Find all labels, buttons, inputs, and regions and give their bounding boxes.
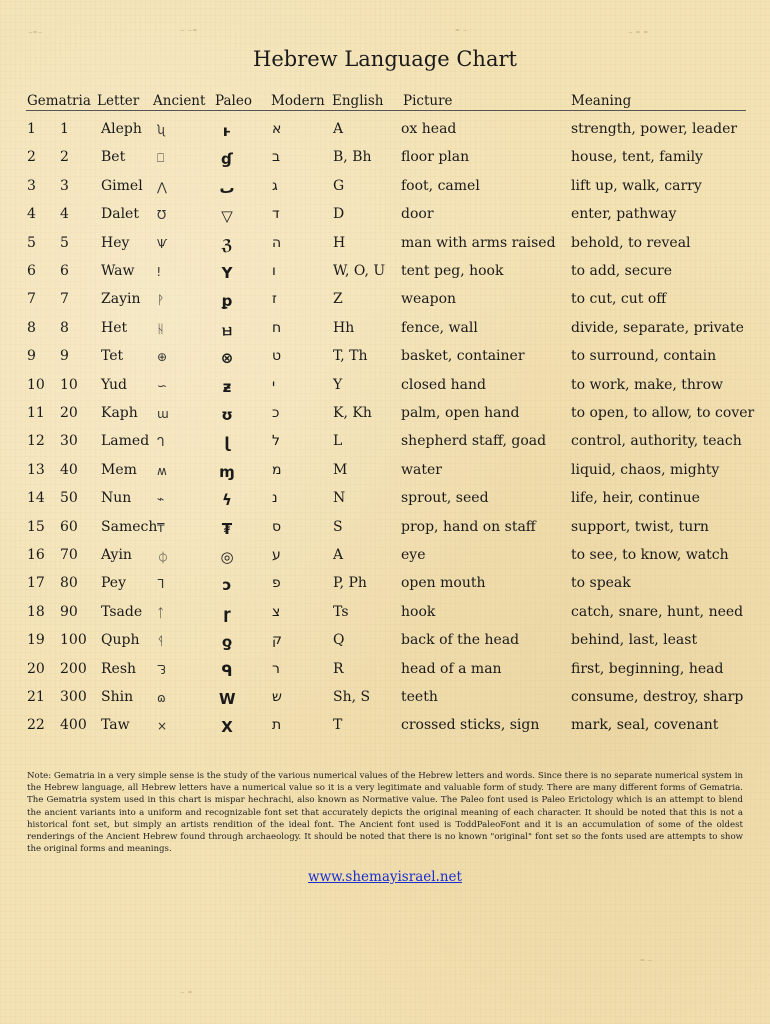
modern-glyph: ב: [272, 149, 281, 166]
picture-cell: weapon: [401, 291, 457, 308]
picture-cell: open mouth: [401, 575, 486, 592]
modern-glyph: ק: [272, 632, 282, 649]
number-cell: 300: [60, 689, 87, 705]
picture-cell: basket, container: [401, 348, 525, 365]
gematria-cell: 2: [27, 149, 36, 166]
header-modern: Modern: [271, 93, 325, 109]
ancient-glyph: Ѱ: [157, 236, 168, 251]
english-cell: A: [333, 547, 344, 563]
letter-name-cell: Taw: [101, 717, 130, 734]
english-cell: G: [333, 177, 345, 194]
letter-name-cell: Tet: [101, 348, 124, 365]
number-cell: 50: [60, 490, 78, 507]
number-cell: 6: [60, 263, 69, 279]
gematria-cell: 1: [27, 121, 36, 137]
picture-cell: ox head: [401, 121, 457, 137]
table-row: [0, 717, 770, 739]
website-link[interactable]: www.shemayisrael.net: [308, 869, 462, 885]
table-row: [0, 405, 770, 427]
letter-name-cell: Pey: [101, 575, 126, 592]
gematria-cell: 22: [27, 717, 45, 734]
meaning-cell: support, twist, turn: [571, 518, 709, 535]
modern-glyph: י: [272, 376, 276, 393]
picture-cell: teeth: [401, 689, 438, 705]
meaning-cell: to work, make, throw: [571, 376, 724, 393]
ancient-glyph: ɷ: [157, 691, 166, 705]
english-cell: Hh: [333, 319, 355, 336]
meaning-cell: liquid, chaos, mighty: [571, 461, 720, 478]
meaning-cell: to open, to allow, to cover: [571, 405, 755, 421]
ancient-glyph: ₸: [157, 520, 165, 535]
number-cell: 400: [60, 717, 87, 734]
picture-cell: shepherd staff, goad: [401, 433, 547, 450]
ancient-glyph: ᛩ: [157, 634, 165, 649]
letter-name-cell: Resh: [101, 660, 137, 677]
letter-name-cell: Nun: [101, 490, 132, 507]
meaning-cell: divide, separate, private: [571, 319, 744, 336]
paleo-glyph: ɱ: [219, 462, 235, 481]
ancient-glyph: ᚹ: [157, 293, 165, 308]
meaning-cell: house, tent, family: [571, 149, 703, 166]
modern-glyph: ז: [272, 291, 277, 308]
header-picture: Picture: [403, 93, 453, 109]
modern-glyph: ש: [272, 689, 282, 705]
table-row: [0, 263, 770, 285]
picture-cell: sprout, seed: [401, 490, 489, 507]
ancient-glyph: ⊕: [157, 350, 168, 365]
ancient-glyph: ᛏ: [157, 605, 165, 620]
table-row: [0, 121, 770, 143]
picture-cell: foot, camel: [401, 177, 480, 194]
header-meaning: Meaning: [571, 93, 632, 109]
picture-cell: crossed sticks, sign: [401, 717, 540, 734]
meaning-cell: to surround, contain: [571, 348, 717, 365]
english-cell: Q: [333, 632, 345, 649]
picture-cell: prop, hand on staff: [401, 518, 536, 535]
number-cell: 3: [60, 177, 69, 194]
letter-name-cell: Mem: [101, 461, 137, 478]
header-letter: Letter: [97, 93, 140, 109]
meaning-cell: to add, secure: [571, 263, 672, 279]
meaning-cell: enter, pathway: [571, 206, 677, 223]
english-cell: T: [333, 717, 343, 734]
letter-name-cell: Shin: [101, 689, 134, 705]
table-row: [0, 320, 770, 342]
modern-glyph: ג: [272, 177, 278, 194]
number-cell: 20: [60, 405, 78, 421]
english-cell: S: [333, 518, 343, 535]
meaning-cell: life, heir, continue: [571, 490, 700, 507]
english-cell: Ts: [333, 603, 349, 620]
gematria-cell: 15: [27, 518, 45, 535]
table-row: [0, 462, 770, 484]
modern-glyph: ו: [272, 263, 276, 279]
picture-cell: fence, wall: [401, 319, 478, 336]
paleo-glyph: ⊗: [220, 349, 234, 368]
paleo-glyph: ◎: [220, 548, 234, 566]
ancient-glyph: ⎕: [157, 151, 165, 166]
modern-glyph: ת: [272, 717, 282, 734]
number-cell: 100: [60, 632, 87, 649]
picture-cell: man with arms raised: [401, 234, 556, 251]
paleo-glyph: ʊ: [221, 406, 233, 424]
number-cell: 80: [60, 575, 78, 592]
paleo-glyph: ㅂ: [219, 322, 235, 341]
gematria-cell: 17: [27, 575, 45, 592]
paleo-glyph: ƶ: [222, 377, 232, 396]
meaning-cell: strength, power, leader: [571, 121, 738, 137]
header-english: English: [332, 93, 384, 109]
paper-mark: ⁻ ⁼: [180, 990, 193, 1000]
page-title: Hebrew Language Chart: [253, 47, 517, 71]
paleo-glyph: ꝑ: [221, 292, 233, 311]
header-rule: [26, 110, 746, 111]
number-cell: 30: [60, 433, 78, 450]
paleo-glyph: W: [219, 690, 236, 708]
modern-glyph: ר: [272, 660, 280, 677]
paleo-glyph: ٮ: [219, 178, 235, 197]
paper-mark: ⁼ ⁻: [640, 958, 653, 968]
picture-cell: floor plan: [401, 149, 470, 166]
paleo-glyph: ℨ: [221, 235, 233, 254]
gematria-cell: 8: [27, 319, 36, 336]
table-row: [0, 490, 770, 512]
modern-glyph: נ: [272, 490, 278, 507]
picture-cell: head of a man: [401, 660, 502, 677]
paleo-glyph: X: [221, 718, 233, 737]
paleo-glyph: ɠ: [221, 150, 233, 169]
number-cell: 1: [60, 121, 69, 137]
table-row: [0, 235, 770, 257]
english-cell: L: [333, 433, 343, 450]
meaning-cell: to see, to know, watch: [571, 547, 729, 563]
modern-glyph: ד: [272, 206, 280, 223]
gematria-cell: 16: [27, 547, 45, 563]
picture-cell: tent peg, hook: [401, 263, 504, 279]
picture-cell: closed hand: [401, 376, 486, 393]
gematria-cell: 3: [27, 177, 36, 194]
meaning-cell: behind, last, least: [571, 632, 698, 649]
number-cell: 5: [60, 234, 69, 251]
table-row: [0, 149, 770, 171]
modern-glyph: ס: [272, 518, 282, 535]
number-cell: 70: [60, 547, 78, 563]
number-cell: 40: [60, 461, 78, 478]
table-row: [0, 632, 770, 654]
ancient-glyph: Ʊ: [157, 208, 167, 223]
meaning-cell: to speak: [571, 575, 631, 592]
ancient-glyph: ᘊ: [157, 662, 166, 677]
english-cell: Y: [333, 376, 343, 393]
header-gematria: Gematria: [27, 93, 91, 109]
ancient-glyph: ∽: [157, 378, 168, 393]
letter-name-cell: Zayin: [101, 291, 141, 308]
meaning-cell: behold, to reveal: [571, 234, 691, 251]
picture-cell: hook: [401, 603, 436, 620]
paleo-glyph: ₮: [221, 519, 233, 538]
gematria-cell: 4: [27, 206, 36, 223]
english-cell: K, Kh: [333, 405, 372, 421]
gematria-cell: 5: [27, 234, 36, 251]
modern-glyph: ה: [272, 234, 282, 251]
paleo-glyph: ϟ: [222, 491, 232, 510]
gematria-cell: 20: [27, 660, 45, 677]
paleo-glyph: ɼ: [223, 604, 231, 623]
english-cell: R: [333, 660, 344, 677]
table-row: [0, 433, 770, 455]
table-row: [0, 206, 770, 228]
number-cell: 60: [60, 518, 78, 535]
paleo-glyph: ɭ: [224, 434, 230, 453]
table-row: [0, 604, 770, 626]
paleo-glyph: ɔ: [222, 576, 232, 595]
letter-name-cell: Lamed: [101, 433, 150, 450]
letter-name-cell: Waw: [101, 263, 135, 279]
meaning-cell: mark, seal, covenant: [571, 717, 719, 734]
ancient-glyph: ʯ: [157, 123, 165, 137]
letter-name-cell: Samech: [101, 518, 158, 535]
picture-cell: back of the head: [401, 632, 520, 649]
number-cell: 10: [60, 376, 78, 393]
gematria-cell: 21: [27, 689, 45, 705]
header-paleo: Paleo: [215, 93, 252, 109]
meaning-cell: control, authority, teach: [571, 433, 742, 450]
number-cell: 8: [60, 319, 69, 336]
english-cell: N: [333, 490, 346, 507]
table-row: [0, 519, 770, 541]
ancient-glyph: ᒣ: [157, 577, 165, 592]
picture-cell: water: [401, 461, 442, 478]
modern-glyph: פ: [272, 575, 281, 592]
paleo-glyph: Y: [221, 264, 233, 282]
letter-name-cell: Het: [101, 319, 128, 336]
table-row: [0, 377, 770, 399]
english-cell: P, Ph: [333, 575, 367, 592]
ancient-glyph: ᒉ: [157, 435, 165, 450]
modern-glyph: ל: [272, 433, 280, 450]
picture-cell: palm, open hand: [401, 405, 520, 421]
gematria-cell: 7: [27, 291, 36, 308]
meaning-cell: lift up, walk, carry: [571, 177, 702, 194]
picture-cell: eye: [401, 547, 426, 563]
paper-mark: ⁼ ⁻: [455, 28, 468, 38]
english-cell: D: [333, 206, 345, 223]
letter-name-cell: Dalet: [101, 206, 139, 223]
modern-glyph: א: [272, 121, 282, 137]
modern-glyph: ט: [272, 348, 282, 365]
gematria-cell: 9: [27, 348, 36, 365]
number-cell: 7: [60, 291, 69, 308]
table-row: [0, 575, 770, 597]
paper-mark: ⁻ ⁻⁼: [180, 28, 198, 38]
letter-name-cell: Bet: [101, 149, 126, 166]
meaning-cell: consume, destroy, sharp: [571, 689, 744, 705]
letter-name-cell: Yud: [101, 376, 128, 393]
letter-name-cell: Gimel: [101, 177, 143, 194]
table-row: [0, 689, 770, 711]
table-row: [0, 661, 770, 683]
meaning-cell: first, beginning, head: [571, 660, 724, 677]
english-cell: A: [333, 121, 344, 137]
ancient-glyph: ×: [157, 719, 168, 734]
modern-glyph: מ: [272, 461, 282, 478]
english-cell: T, Th: [333, 348, 368, 365]
paper-mark: ⁻ ⁼ ⁼: [628, 30, 648, 40]
gematria-cell: 6: [27, 263, 36, 279]
table-row: [0, 547, 770, 569]
modern-glyph: ע: [272, 547, 281, 563]
table-row: [0, 291, 770, 313]
gematria-cell: 19: [27, 632, 45, 649]
number-cell: 90: [60, 603, 78, 620]
table-row: [0, 178, 770, 200]
gematria-cell: 14: [27, 490, 45, 507]
number-cell: 200: [60, 660, 87, 677]
gematria-cell: 11: [27, 405, 45, 421]
ancient-glyph: ⌁: [157, 492, 165, 507]
letter-name-cell: Hey: [101, 234, 130, 251]
meaning-cell: catch, snare, hunt, need: [571, 603, 744, 620]
note-paragraph: Note: Gematria in a very simple sense is the study of the various numerical values of the Hebrew letters and words. Since there is no separate numerical system in the Hebrew language, all Hebrew letters have a numerical value so it is a very legitimate and valuable form of study. There are many different forms of Gematria. The Gematria system used in this chart is mispar hechrachi, also known as Normative value. The Paleo font used is Paleo Erictology which is an attempt to blend the ancient variants into a uniform and recognizable font set that accurately depicts the original meaning of each character. It should be noted that this is not a historical font set, but simply an artists rendition of the ideal font. The Ancient font used is ToddPaleoFont and it is an accumulation of some of the oldest renderings of the Ancient Hebrew found through archaeology. It should be noted that there is no known "original" font set so the fonts used are attempts to show the original forms and meanings.: [27, 771, 743, 855]
modern-glyph: צ: [272, 603, 281, 620]
letter-name-cell: Quph: [101, 632, 140, 649]
paleo-glyph: ▽: [221, 207, 233, 226]
letter-name-cell: Ayin: [101, 547, 132, 563]
number-cell: 4: [60, 206, 69, 223]
letter-name-cell: Tsade: [101, 603, 143, 620]
number-cell: 9: [60, 348, 69, 365]
ancient-glyph: ᚺ: [157, 321, 165, 336]
english-cell: B, Bh: [333, 149, 372, 166]
paleo-glyph: ⱶ: [222, 122, 232, 140]
letter-name-cell: Kaph: [101, 405, 138, 421]
ancient-glyph: ʍ: [157, 463, 167, 478]
modern-glyph: ח: [272, 319, 282, 336]
table-header: [0, 93, 770, 111]
ancient-glyph: ɯ: [157, 407, 169, 421]
number-cell: 2: [60, 149, 69, 166]
paper-mark: ⁻⁼⁻: [28, 30, 43, 40]
picture-cell: door: [401, 206, 434, 223]
english-cell: Sh, S: [333, 689, 371, 705]
gematria-cell: 12: [27, 433, 45, 450]
english-cell: M: [333, 461, 348, 478]
english-cell: H: [333, 234, 346, 251]
letter-name-cell: Aleph: [101, 121, 142, 137]
header-ancient: Ancient: [153, 93, 206, 109]
modern-glyph: כ: [272, 405, 280, 421]
table-row: [0, 348, 770, 370]
ancient-glyph: ⏀: [157, 551, 170, 565]
meaning-cell: to cut, cut off: [571, 291, 667, 308]
english-cell: Z: [333, 291, 343, 308]
gematria-cell: 13: [27, 461, 45, 478]
ancient-glyph: ⋀: [157, 179, 167, 194]
ancient-glyph: ǃ: [157, 265, 161, 279]
gematria-cell: 18: [27, 603, 45, 620]
gematria-cell: 10: [27, 376, 45, 393]
english-cell: W, O, U: [333, 263, 386, 279]
paleo-glyph: ƍ: [221, 633, 233, 652]
paleo-glyph: ᑫ: [221, 661, 233, 680]
